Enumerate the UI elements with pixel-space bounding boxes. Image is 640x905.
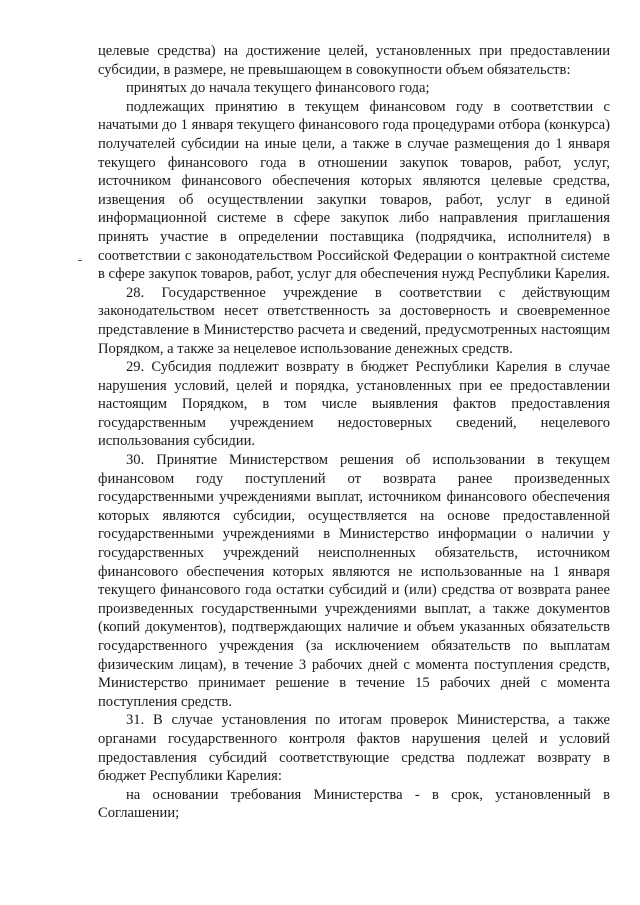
scan-edge-mark — [78, 260, 82, 261]
paragraph-29: 29. Субсидия подлежит возврату в бюджет Республики Карелия в случае нарушения условий, целей и порядка, установленных при ее предоставлении настоящим Порядком, в том числе выявления фактов предоставления государственным учреждением недостоверных сведений, нецелевого использования субсидии. — [98, 359, 610, 450]
paragraph-item-in-current-year: подлежащих принятию в текущем финансовом году в соответствии с начатыми до 1 января текущего финансового года процедурами отбора (конкурса) получателей субсидии на иные цели, а также в случае размещения до 1 января текущего финансового года в отношении закупок товаров, работ, услуг, источником финансового обеспечения которых являются целевые средства, извещения об осуществлении закупки товаров, работ, услуг в единой информационной системе в сфере закупок либо направления приглашения принять участие в определении поставщика (подрядчика, исполнителя) в соответствии с законодательством Российской Федерации о контрактной системе в сфере закупок товаров, работ, услуг для обеспечения нужд Республики Карелия. — [98, 98, 610, 283]
paragraph-28: 28. Государственное учреждение в соответствии с действующим законодательством несет ответственность за достоверность и своевременное представление в Министерство расчета и сведений, предусмотренных настоящим Порядком, а также за нецелевое использование денежных средств. — [98, 284, 610, 357]
paragraph-30: 30. Принятие Министерством решения об использовании в текущем финансовом году поступлений от возврата ранее произведенных государственными учреждениями выплат, источником финансового обеспечения которых являются субсидии, осуществляется на основе предоставленной государственными учреждениями в Министерство информации о наличии у государственных учреждений неисполненных обязательств, источником финансового обеспечения которых являются не использованные на 1 января текущего финансового года остатки субсидий и (или) средства от возврата ранее произведенных государственными учреждениями выплат, а также документов (копий документов), подтверждающих наличие и объем указанных обязательств государственного учреждения (за исключением обязательств по выплатам физическим лицам), в течение 3 рабочих дней с момента поступления средств, Министерство принимает решение в течение 15 рабочих дней с момента поступления средств. — [98, 452, 610, 710]
paragraph-31-item-ministry-demand: на основании требования Министерства - в срок, установленный в Соглашении; — [98, 786, 610, 822]
paragraph-item-before-year: принятых до начала текущего финансового года; — [126, 80, 430, 97]
paragraph-31: 31. В случае установления по итогам проверок Министерства, а также органами государственного контроля фактов нарушения целей и условий предоставления субсидий соответствующие средства подлежат возврату в бюджет Республики Карелия: — [98, 712, 610, 785]
document-page — [98, 42, 610, 823]
paragraph-continuation: целевые средства) на достижение целей, установленных при предоставлении субсидии, в размере, не превышающем в совокупности объем обязательств: — [98, 43, 610, 78]
